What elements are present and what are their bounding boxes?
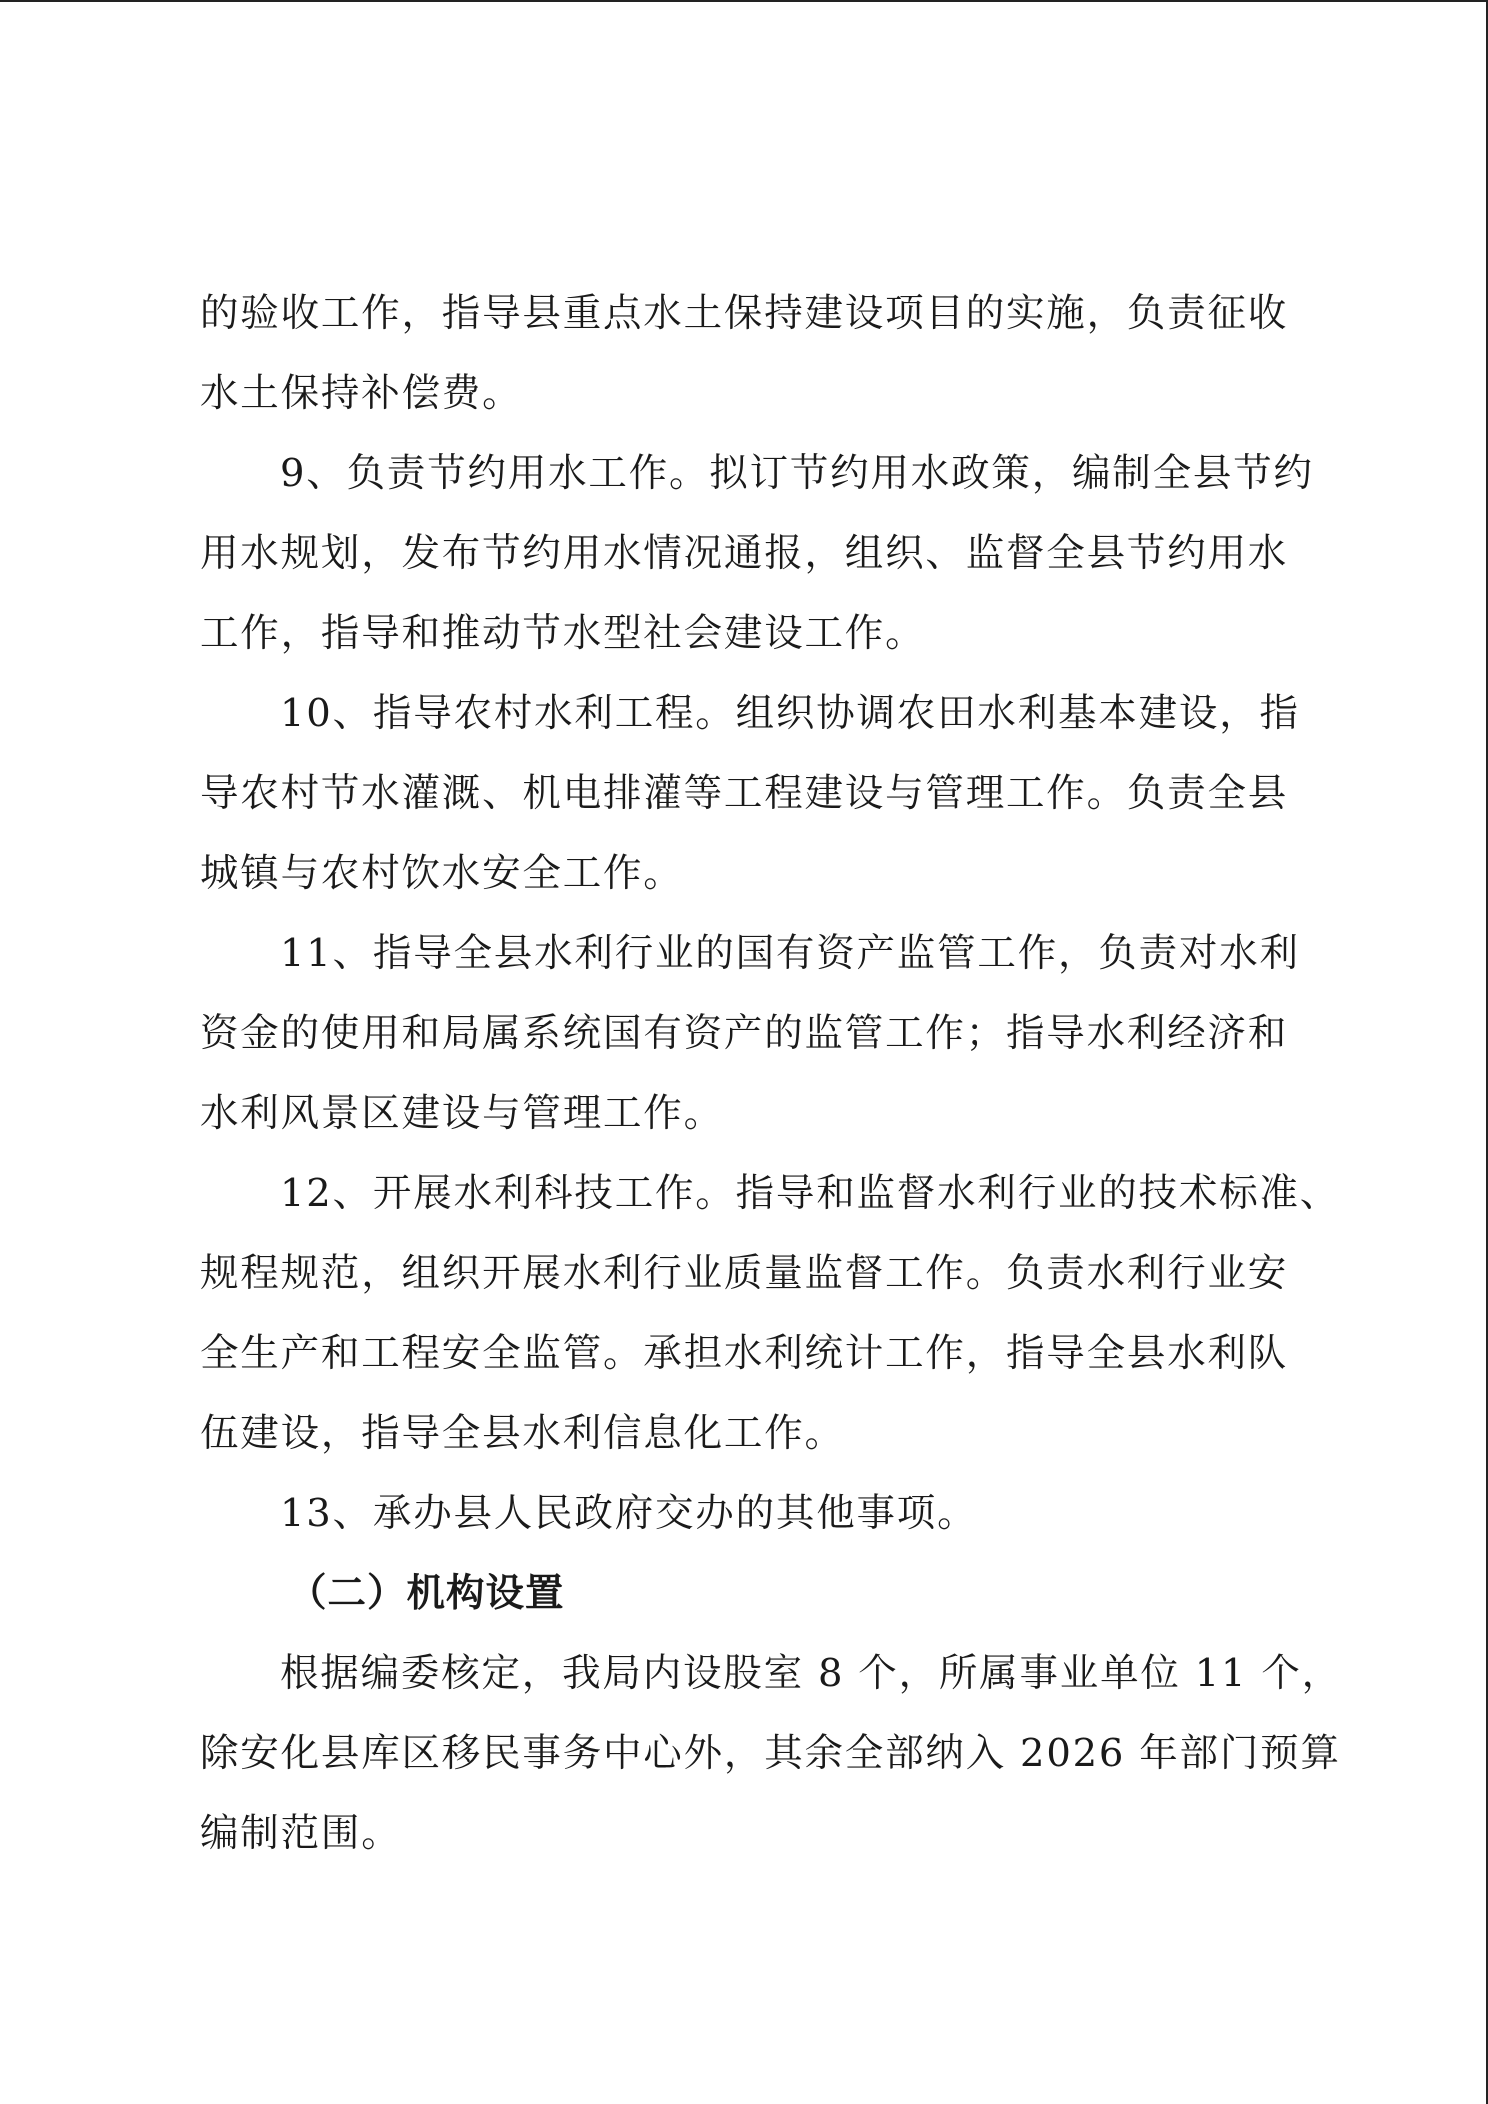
paragraph-item-11: [200, 914, 1300, 1154]
text-line: 12、开展水利科技工作。指导和监督水利行业的技术标准、: [280, 1171, 1341, 1216]
text-line: 用水规划，发布节约用水情况通报，组织、监督全县节约用水: [200, 531, 1289, 576]
text-line: 13、承办县人民政府交办的其他事项。: [280, 1491, 978, 1536]
text-line: 资金的使用和局属系统国有资产的监管工作；指导水利经济和: [200, 1011, 1289, 1056]
paragraph-organization: [200, 1634, 1342, 1874]
text-line: 城镇与农村饮水安全工作。: [200, 851, 684, 896]
text-line: 9、负责节约用水工作。拟订节约用水政策，编制全县节约: [280, 451, 1314, 496]
paragraph-item-12: [200, 1154, 1341, 1474]
paragraph-continuation: [200, 274, 1288, 434]
paragraph-item-9: [200, 434, 1314, 674]
paragraph-item-10: [200, 674, 1300, 914]
paragraph-item-13: [200, 1474, 1288, 1554]
text-line: 水利风景区建设与管理工作。: [200, 1091, 724, 1136]
text-line: 编制范围。: [200, 1811, 402, 1856]
text-line: 的验收工作，指导县重点水土保持建设项目的实施，负责征收: [200, 291, 1289, 336]
document-body: [200, 274, 1342, 1874]
text-line: 导农村节水灌溉、机电排灌等工程建设与管理工作。负责全县: [200, 771, 1289, 816]
text-line: 10、指导农村水利工程。组织协调农田水利基本建设，指: [280, 691, 1300, 736]
text-line: 伍建设，指导全县水利信息化工作。: [200, 1411, 845, 1456]
text-line: 水土保持补偿费。: [200, 371, 523, 416]
text-line: 规程规范，组织开展水利行业质量监督工作。负责水利行业安: [200, 1251, 1289, 1296]
text-line: 除安化县库区移民事务中心外，其余全部纳入 2026 年部门预算: [200, 1731, 1341, 1776]
text-line: 全生产和工程安全监管。承担水利统计工作，指导全县水利队: [200, 1331, 1289, 1376]
section-heading-text: （二）机构设置: [288, 1571, 565, 1616]
text-line: 根据编委核定，我局内设股室 8 个，所属事业单位 11 个，: [280, 1651, 1342, 1696]
section-heading: [200, 1554, 1288, 1634]
text-line: 工作，指导和推动节水型社会建设工作。: [200, 611, 926, 656]
text-line: 11、指导全县水利行业的国有资产监管工作，负责对水利: [280, 931, 1300, 976]
